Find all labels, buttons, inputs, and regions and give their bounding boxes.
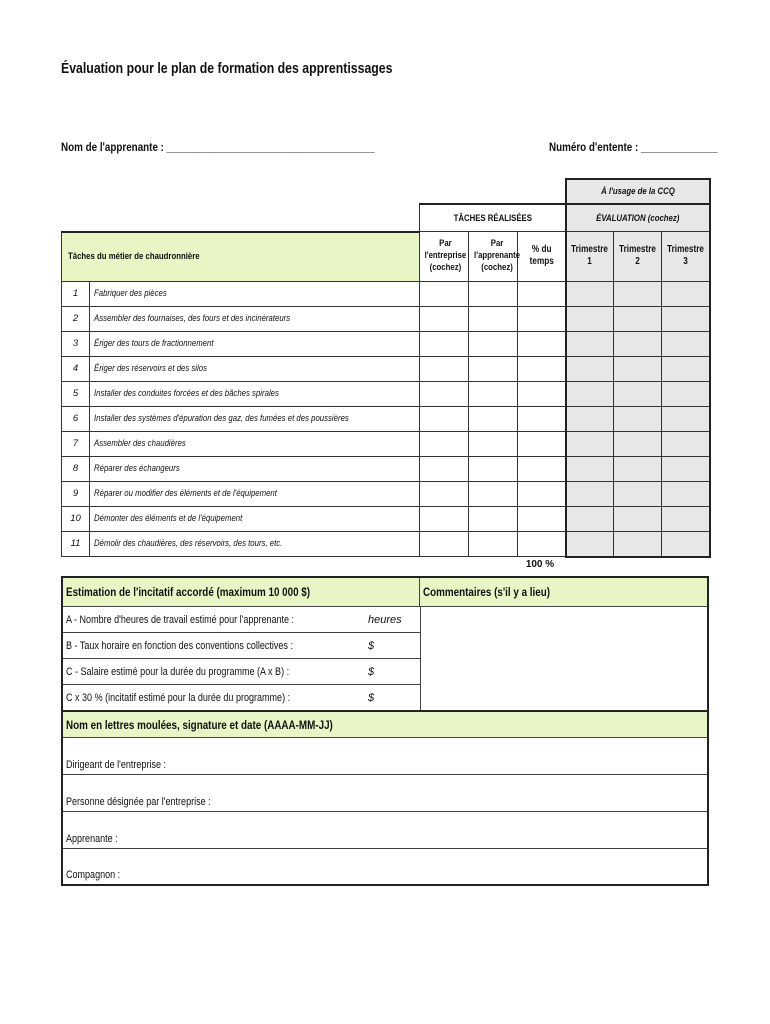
document-title: Évaluation pour le plan de formation des apprentissages	[61, 60, 393, 77]
percent-time-cell[interactable]	[518, 306, 566, 331]
task-description: Réparer des échangeurs	[90, 456, 420, 481]
apprentice-check-cell[interactable]	[469, 431, 518, 456]
signature-row-apprentice[interactable]: Apprenante :	[63, 811, 707, 848]
ccq-use-header: À l'usage de la CCQ	[566, 179, 710, 204]
agreement-number-field[interactable]: Numéro d'entente : ______________	[549, 140, 718, 154]
incentive-row-salary[interactable]: C - Salaire estimé pour la durée du programme (A x B) : $	[63, 658, 420, 684]
task-row	[62, 456, 710, 481]
task-description: Ériger des réservoirs et des silos	[90, 356, 420, 381]
percent-time-cell[interactable]	[518, 506, 566, 531]
trimestre-3-cell[interactable]	[662, 456, 710, 481]
trimestre-3-cell[interactable]	[662, 381, 710, 406]
trimestre-1-cell[interactable]	[566, 356, 614, 381]
enterprise-check-cell[interactable]	[420, 456, 469, 481]
trimestre-1-cell[interactable]	[566, 281, 614, 306]
trimestre-2-cell[interactable]	[614, 506, 662, 531]
trimestre-2-cell[interactable]	[614, 406, 662, 431]
task-table	[61, 178, 711, 558]
task-description: Installer des conduites forcées et des bâches spirales	[90, 381, 420, 406]
apprentice-check-cell[interactable]	[469, 281, 518, 306]
task-row	[62, 531, 710, 557]
incentive-row-estimate[interactable]: C x 30 % (incitatif estimé pour la durée du programme) : $	[63, 684, 420, 710]
apprentice-check-cell[interactable]	[469, 531, 518, 557]
col-header-enterprise: Par l'entreprise (cochez)	[420, 232, 469, 282]
trimestre-2-cell[interactable]	[614, 306, 662, 331]
apprentice-check-cell[interactable]	[469, 356, 518, 381]
task-number: 1	[62, 281, 90, 306]
task-number: 7	[62, 431, 90, 456]
task-number: 5	[62, 381, 90, 406]
percent-time-cell[interactable]	[518, 456, 566, 481]
trimestre-3-cell[interactable]	[662, 481, 710, 506]
apprentice-check-cell[interactable]	[469, 481, 518, 506]
incentive-section	[61, 576, 709, 886]
trimestre-2-cell[interactable]	[614, 531, 662, 557]
comments-field[interactable]	[420, 606, 707, 710]
trimestre-3-cell[interactable]	[662, 281, 710, 306]
task-description: Fabriquer des pièces	[90, 281, 420, 306]
trimestre-2-cell[interactable]	[614, 456, 662, 481]
task-row	[62, 281, 710, 306]
trimestre-2-cell[interactable]	[614, 331, 662, 356]
task-row	[62, 406, 710, 431]
task-row	[62, 331, 710, 356]
trimestre-1-cell[interactable]	[566, 406, 614, 431]
percent-time-cell[interactable]	[518, 281, 566, 306]
task-description: Démonter des éléments et de l'équipement	[90, 506, 420, 531]
percent-time-cell[interactable]	[518, 381, 566, 406]
task-number: 3	[62, 331, 90, 356]
task-description: Démolir des chaudières, des réservoirs, des tours, etc.	[90, 531, 420, 557]
trimestre-1-cell[interactable]	[566, 331, 614, 356]
unit-label: $	[368, 691, 375, 704]
incentive-header: Estimation de l'incitatif accordé (maximum 10 000 $)	[63, 578, 420, 606]
apprentice-check-cell[interactable]	[469, 506, 518, 531]
signature-row-manager[interactable]: Dirigeant de l'entreprise :	[63, 737, 707, 774]
enterprise-check-cell[interactable]	[420, 506, 469, 531]
enterprise-check-cell[interactable]	[420, 381, 469, 406]
trimestre-3-cell[interactable]	[662, 506, 710, 531]
trimestre-3-cell[interactable]	[662, 331, 710, 356]
enterprise-check-cell[interactable]	[420, 356, 469, 381]
task-row	[62, 356, 710, 381]
evaluation-header: ÉVALUATION (cochez)	[566, 204, 710, 232]
percent-time-cell[interactable]	[518, 431, 566, 456]
signature-header: Nom en lettres moulées, signature et date (AAAA-MM-JJ)	[63, 710, 707, 737]
task-number: 6	[62, 406, 90, 431]
col-header-trimestre-1: Trimestre 1	[566, 232, 614, 282]
trimestre-1-cell[interactable]	[566, 481, 614, 506]
percent-time-cell[interactable]	[518, 356, 566, 381]
trimestre-2-cell[interactable]	[614, 381, 662, 406]
enterprise-check-cell[interactable]	[420, 281, 469, 306]
enterprise-check-cell[interactable]	[420, 406, 469, 431]
col-header-trimestre-2: Trimestre 2	[614, 232, 662, 282]
trimestre-1-cell[interactable]	[566, 306, 614, 331]
task-description: Ériger des tours de fractionnement	[90, 331, 420, 356]
trimestre-2-cell[interactable]	[614, 356, 662, 381]
task-number: 4	[62, 356, 90, 381]
trimestre-3-cell[interactable]	[662, 431, 710, 456]
enterprise-check-cell[interactable]	[420, 331, 469, 356]
task-number: 10	[62, 506, 90, 531]
enterprise-check-cell[interactable]	[420, 481, 469, 506]
signature-row-companion[interactable]: Compagnon :	[63, 848, 707, 884]
col-header-apprentice: Par l'apprenante (cochez)	[469, 232, 518, 282]
task-row	[62, 306, 710, 331]
trimestre-3-cell[interactable]	[662, 531, 710, 557]
apprentice-check-cell[interactable]	[469, 406, 518, 431]
unit-label: heures	[368, 613, 402, 626]
unit-label: $	[368, 665, 375, 678]
trimestre-1-cell[interactable]	[566, 456, 614, 481]
apprentice-check-cell[interactable]	[469, 306, 518, 331]
apprentice-check-cell[interactable]	[469, 456, 518, 481]
trimestre-1-cell[interactable]	[566, 531, 614, 557]
task-description: Installer des systèmes d'épuration des gaz, des fumées et des poussières	[90, 406, 420, 431]
trimestre-2-cell[interactable]	[614, 281, 662, 306]
trimestre-3-cell[interactable]	[662, 406, 710, 431]
apprentice-name-field[interactable]: Nom de l'apprenante : ______________________________________	[61, 140, 375, 154]
trimestre-3-cell[interactable]	[662, 356, 710, 381]
trade-tasks-header: Tâches du métier de chaudronnière	[62, 232, 420, 282]
realized-tasks-header: TÂCHES RÉALISÉES	[420, 204, 566, 232]
percent-time-cell[interactable]	[518, 481, 566, 506]
task-row	[62, 506, 710, 531]
task-number: 8	[62, 456, 90, 481]
task-row	[62, 481, 710, 506]
apprentice-check-cell[interactable]	[469, 381, 518, 406]
task-description: Assembler des fournaises, des fours et des incinérateurs	[90, 306, 420, 331]
task-number: 9	[62, 481, 90, 506]
unit-label: $	[368, 639, 375, 652]
task-row	[62, 381, 710, 406]
apprentice-check-cell[interactable]	[469, 331, 518, 356]
incentive-row-hours[interactable]: A - Nombre d'heures de travail estimé pour l'apprenante : heures	[63, 606, 420, 632]
total-percent: 100 %	[525, 559, 555, 570]
trimestre-3-cell[interactable]	[662, 306, 710, 331]
enterprise-check-cell[interactable]	[420, 306, 469, 331]
col-header-trimestre-3: Trimestre 3	[662, 232, 710, 282]
percent-time-cell[interactable]	[518, 331, 566, 356]
task-description: Réparer ou modifier des éléments et de l'équipement	[90, 481, 420, 506]
task-number: 2	[62, 306, 90, 331]
trimestre-1-cell[interactable]	[566, 381, 614, 406]
trimestre-1-cell[interactable]	[566, 431, 614, 456]
enterprise-check-cell[interactable]	[420, 531, 469, 557]
task-description: Assembler des chaudières	[90, 431, 420, 456]
trimestre-2-cell[interactable]	[614, 481, 662, 506]
trimestre-2-cell[interactable]	[614, 431, 662, 456]
comments-header: Commentaires (s'il y a lieu)	[420, 578, 707, 606]
percent-time-cell[interactable]	[518, 406, 566, 431]
task-row	[62, 431, 710, 456]
trimestre-1-cell[interactable]	[566, 506, 614, 531]
task-number: 11	[62, 531, 90, 557]
signature-row-designated-person[interactable]: Personne désignée par l'entreprise :	[63, 774, 707, 811]
incentive-row-hourly-rate[interactable]: B - Taux horaire en fonction des conventions collectives : $	[63, 632, 420, 658]
col-header-percent: % du temps	[518, 232, 566, 282]
enterprise-check-cell[interactable]	[420, 431, 469, 456]
percent-time-cell[interactable]	[518, 531, 566, 557]
